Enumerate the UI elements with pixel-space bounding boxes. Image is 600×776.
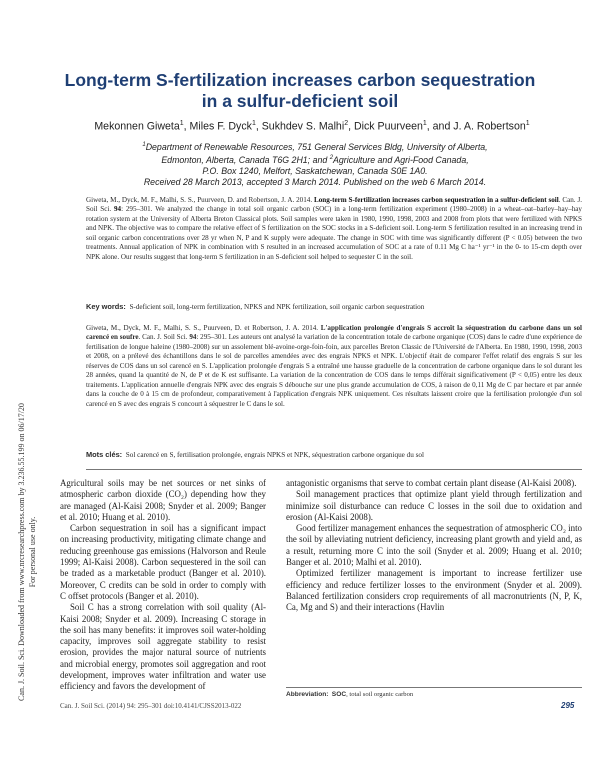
author-separator: ,	[348, 120, 354, 133]
resume-journal: . Can. J. Soil Sci.	[138, 333, 190, 342]
author-affiliation-mark: 1	[251, 120, 256, 127]
affiliation-text: Agriculture and Agri-Food Canada,	[333, 154, 469, 165]
paper-title	[60, 70, 540, 112]
abbreviation-footnote	[286, 687, 582, 698]
keywords-label: Key words:	[86, 302, 126, 311]
affiliation-line-1	[60, 140, 570, 153]
author-list	[52, 120, 572, 133]
author-separator: , and	[426, 120, 454, 133]
abstract-pages: : 295–301.	[121, 205, 156, 214]
body-paragraph: Agricultural soils may be net sources or net sinks of atmospheric carbon dioxide (CO₂) depending how they are managed (Al-Kaisi 2008; Snyder et al. 2009; Banger et al. 2010; Huang et al. 2010).	[60, 478, 266, 522]
author-name: Sukhdev S. Malhi	[261, 120, 345, 133]
keywords-text: S-deficient soil, long-term fertilization, NPKS and NPK fertilization, soil organic carbon sequestration	[129, 303, 425, 311]
download-stamp-line: Can. J. Soil. Sci. Downloaded from www.nrcresearchpress.com by 3.236.55.199 on 06/17/20	[17, 403, 26, 701]
author-affiliation-mark: 1	[525, 120, 530, 127]
section-divider	[86, 469, 582, 470]
affiliations	[60, 140, 570, 188]
abstract-citation-title: Long-term S-fertilization increases carbon sequestration in a sulfur-deficient soil	[313, 196, 559, 204]
affiliation-text: Edmonton, Alberta, Canada T6G 2H1; and	[161, 154, 330, 165]
keywords	[86, 302, 582, 312]
affiliation-mark: 1	[142, 142, 146, 148]
received-dates: Received 28 March 2013, accepted 3 March 2014. Published on the web 6 March 2014.	[143, 176, 487, 187]
personal-use-line: For personal use only.	[28, 516, 37, 588]
footer-citation: Can. J. Soil Sci. (2014) 94: 295–301 doi:10.4141/CJSS2013-022	[60, 702, 242, 710]
author-affiliation-mark: 1	[179, 120, 184, 127]
body-paragraph: antagonistic organisms that serve to combat certain plant disease (Al-Kaisi 2008).	[286, 478, 577, 488]
abstract-journal: . Can. J. Soil Sci.	[86, 196, 582, 214]
affiliation-mark: 2	[329, 154, 334, 161]
paper-title-line-2: in a sulfur-deficient soil	[201, 91, 399, 111]
author-name: Mekonnen Giweta	[94, 120, 180, 133]
body-paragraph: Soil C has a strong correlation with soil quality (Al-Kaisi 2008; Snyder et al. 2009). Increasing C storage in the soil has many benefits: it improves soil water-holding capacity, improves soil aggregate stability to resist erosion, provides the major natural source of nutrients and microbial energy, promotes soil aggregation and root development, improves water infiltration and water use efficiency and favors the development of	[60, 602, 266, 692]
mots-cles-label: Mots clés:	[86, 450, 123, 459]
abstract-volume: 94	[113, 205, 122, 214]
abstract-citation-authors: Giweta, M., Dyck, M. F., Malhi, S. S., Puurveen, D. and Robertson, J. A. 2014.	[86, 196, 314, 204]
abstract-french	[86, 324, 582, 409]
download-stamp-text	[16, 403, 38, 701]
affiliation-line-2	[60, 153, 570, 166]
author-separator: ,	[183, 120, 190, 133]
body-paragraph: Good fertilizer management enhances the sequestration of atmospheric CO₂ into the soil by alleviating nutrient deficiency, increasing plant growth and yield and, as a result, returning more C into the soil (Snyder et al. 2009; Huang et al. 2010; Banger et al. 2010; Malhi et al. 2010).	[286, 523, 582, 568]
resume-body: Les auteurs ont analysé la variation de la concentration totale de carbone organique (COS) dans le cadre d'une expérience de fertilisation de longue haleine (1980–2008) sur un assolement blé-avoine-orge-foin-foin, aux parcelles Breton Classic de l'Université de l'Alberta. En 1980, 1990, 1998, 2003 et 2008, on a prélevé des échantillons dans le sol de parcelles amendées avec des engrais NPKS et NPK. L'objectif était de comparer l'effet relatif des engrais S sur les réserves de COS dans un sol carencé en S. L'application prolongée d'engrais S a entraîné une hausse graduelle de la concentration de carbone organique dans le sol durant les 28 années, quand la quantité de N, de P et de K est suffisante. La variation de la concentration de COS dans le temps différait significativement (P < 0,05) entre les deux traitements. L'application annuelle d'engrais NPK avec des engrais S débouche sur une plus grande accumulation de COS, à raison de 0,11 Mg de C par hectare et par année dans la couche de 0 à 15 cm de profondeur, comparativement à l'application d'engrais NPK uniquement. Ces résultats laissent croire que la fertilisation prolongée d'un sol carencé en S avec des engrais S concourt à séquestrer le C dans le sol.	[86, 333, 582, 408]
author-name: Dick Puurveen	[353, 120, 423, 133]
abstract-body: We analyzed the change in total soil organic carbon (SOC) in a long-term fertilization experiment (1980–2008) in a wheat–oat–barley–hay–hay rotation system at the University of Alberta Breton Classical plots. Soil samples were taken in 1980, 1990, 1998, 2003 and 2008 from plots that were fertilized with NPKS and NPK. The objective was to compare the relative effect of S fertilization on the SOC stocks in a S-deficient soil. Long-term S fertilization resulted in an increasing trend in soil organic carbon concentrations over 28 yr when N, P and K supply were adequate. The change in SOC with time was significantly different (P < 0.05) between the two treatments. Annual application of NPK in combination with S resulted in an increased accumulation of SOC at a rate of 0.11 Mg C ha⁻¹ yr⁻¹ in the 0- to 15-cm depth over NPK alone. Our results suggest that long-term S fertilization in an S-deficient soil helped to sequester C in the soil.	[86, 205, 582, 261]
author-affiliation-mark: 2	[344, 120, 349, 127]
body-paragraph: Optimized fertilizer management is important to increase fertilizer use efficiency and reduce fertilizer losses to the environment (Snyder et al. 2009). Balanced fertilization considers crop requirements of all macronutrients (N, P, K, Ca, Mg and S) and their interactions (Havlin	[286, 568, 582, 613]
body-paragraph: Soil management practices that optimize plant yield through fertilization and minimize soil disturbance can reduce C losses in the soil due to oxidation and erosion (Al-Kaisi 2008).	[286, 489, 582, 522]
body-paragraph: Carbon sequestration in soil has a significant impact on increasing productivity, mitigating climate change and reducing greenhouse gas emissions (Halvorson and Reule 1999; Al-Kaisi 2008). Carbon sequestered in the soil can be traded as a marketable product (Banger et al. 2010). Moreover, C credits can be sold in order to comply with C offset protocols (Banger et al. 2010).	[60, 523, 266, 601]
body-column-left	[60, 478, 266, 693]
author-separator: ,	[255, 120, 262, 133]
mots-cles	[86, 450, 582, 460]
affiliation-text: Department of Renewable Resources, 751 General Services Bldg, University of Alberta,	[145, 141, 488, 152]
abbreviation-term: SOC	[331, 691, 347, 698]
abbreviation-definition: , total soil organic carbon	[346, 691, 414, 698]
abbreviation-label: Abbreviation:	[286, 691, 329, 698]
author-affiliation-mark: 1	[422, 120, 427, 127]
resume-citation-title: L'application prolongée d'engrais S accroît la séquestration du carbone dans un sol carencé en soufre	[86, 324, 582, 342]
body-column-right	[286, 478, 582, 614]
resume-citation-authors: Giweta, M., Dyck, M. F., Malhi, S. S., Puurveen, D. et Robertson, J. A. 2014.	[86, 324, 321, 332]
page-number: 295	[561, 701, 575, 710]
author-name: J. A. Robertson	[453, 120, 526, 133]
resume-pages: : 295–301.	[196, 333, 229, 342]
abstract-english	[86, 196, 582, 262]
download-stamp	[4, 403, 50, 701]
affiliation-line-3: P.O. Box 1240, Melfort, Saskatchewan, Canada S0E 1A0.	[202, 165, 428, 176]
author-name: Miles F. Dyck	[189, 120, 252, 133]
mots-cles-text: Sol carencé en S, fertilisation prolongée, engrais NPKS et NPK, séquestration carbone organique du sol	[125, 451, 425, 459]
paper-title-line-1: Long-term S-fertilization increases carbon sequestration	[64, 70, 536, 90]
resume-volume: 94	[189, 333, 197, 342]
